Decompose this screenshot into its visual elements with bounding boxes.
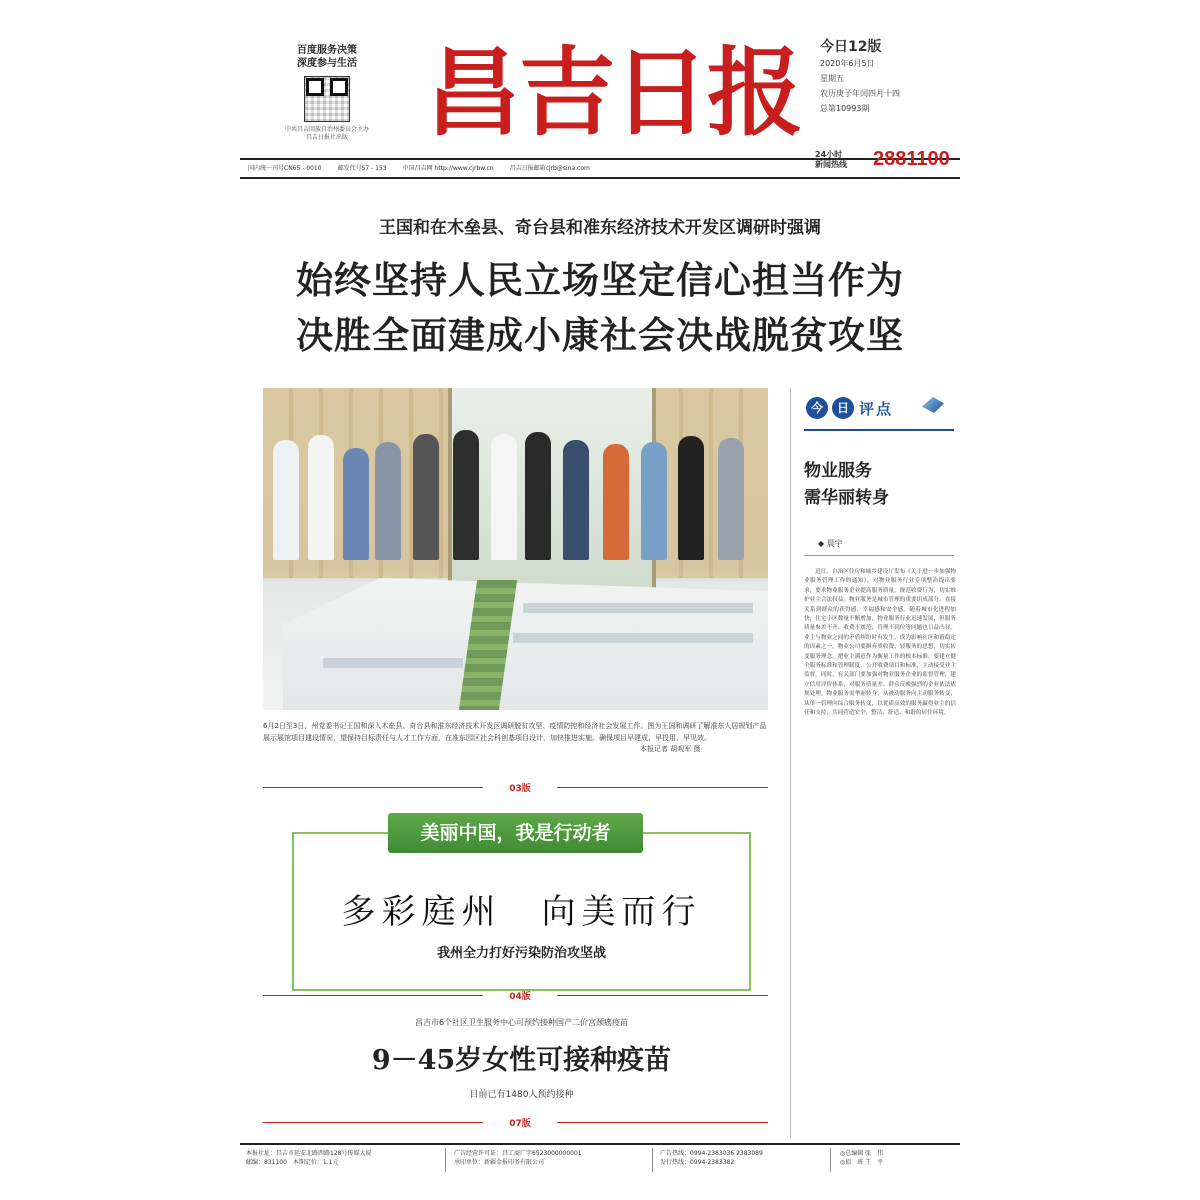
footer-text: 广告热线：0994-2383036 2383089: [660, 1150, 763, 1157]
photo-caption: 6月2日至3日，州党委书记王国和深入木垒县、奇台县和准东经济技术开发区调研脱贫攻坚、疫情防控和经济社会发展工作。图为王国和调研了解准东人居规划产品展示展馆项目建设情况，望保持目标责任与人才工作方面，在准东园区社会科创基项目设计，加快推进实施。确保项目早建成、早投用、早见效。: [263, 722, 767, 742]
photo-person: [641, 442, 667, 560]
issue-number: 总第10993期: [820, 104, 870, 113]
photo-person: [453, 430, 479, 560]
footer-text: 广告经营许可证：昌工商广字6523000000001: [454, 1150, 582, 1157]
footer-cell-license: [454, 1149, 582, 1167]
commentary-author-rule: [804, 555, 954, 556]
page-count: 今日12版: [820, 39, 882, 55]
commentary-header-circle: 日: [832, 397, 854, 419]
photo-person: [603, 444, 629, 560]
photo-person: [413, 434, 439, 560]
footer-text: 邮编：831100 本期定价：1.1元: [246, 1159, 339, 1166]
photo-model-roof: [323, 658, 463, 668]
news-hotline: [815, 148, 960, 176]
commentary-header-word: 评点: [859, 400, 894, 418]
meta-item: 昌吉日报邮箱cjrb@sina.com: [509, 165, 590, 172]
issue-date: 2020年6月5日: [820, 59, 875, 68]
qr-code-icon: [304, 76, 350, 122]
photo-person: [678, 436, 704, 560]
footer-text: ◎总编辑 张 伟: [840, 1150, 884, 1157]
footer-text: 本报社址：昌吉市延安北路西路128号传媒大厦: [246, 1150, 372, 1157]
lead-headline-line-1: 始终坚持人民立场坚定信心担当作为: [296, 258, 904, 302]
feature-title: 多彩庭州 向美而行: [341, 892, 702, 932]
edition-tag-07[interactable]: 07版: [509, 1119, 531, 1129]
hotline-label-line-2: 新闻热线: [815, 160, 847, 169]
vaccine-title: 9－45岁女性可接种疫苗: [371, 1045, 672, 1076]
photo-credit: 本报记者 胡观军 摄: [640, 745, 701, 753]
book-icon: [922, 397, 944, 413]
footer-cell-editors: [840, 1149, 883, 1167]
feature-banner: 美丽中国，我是行动者: [388, 813, 643, 853]
column-divider: [790, 388, 791, 1138]
hotline-label-line-1: 24小时: [815, 150, 843, 159]
qr-caption-line-2: 昌吉日报社出版: [305, 134, 348, 141]
masthead-rule-bottom: [240, 177, 960, 179]
photo-person: [525, 432, 551, 560]
hotline-label: [815, 150, 847, 170]
commentary-title-line-1: 物业服务: [804, 461, 872, 481]
footer-text: 发行热线：0994-2383382: [660, 1159, 735, 1166]
photo-person: [343, 448, 369, 560]
commentary-author: ◆ 晨宇: [818, 539, 843, 548]
vaccine-subtitle: 目前已有1480人预约接种: [469, 1090, 574, 1100]
photo-model-roof: [523, 603, 753, 613]
meta-item: 国内统一刊号CN65 - 0010: [248, 165, 322, 172]
footer-bar: [240, 1143, 960, 1175]
edition-rule: [263, 995, 483, 996]
edition-rule: [557, 1122, 768, 1123]
qr-caption-line-1: 中共昌吉回族自治州委员会主办: [284, 126, 369, 133]
qr-block: [262, 44, 392, 142]
footer-cell-hotlines: [660, 1149, 763, 1167]
masthead-meta-bar: [248, 163, 788, 172]
vaccine-kicker: 昌吉市6个社区卫生服务中心可预约接种国产二价宫颈癌疫苗: [414, 1018, 629, 1027]
feature-subtitle: 我州全力打好污染防治攻坚战: [436, 946, 606, 961]
footer-divider: [830, 1148, 831, 1172]
edition-rule: [557, 995, 768, 996]
masthead-title: 昌吉日报: [425, 36, 801, 149]
edition-rule: [263, 1122, 483, 1123]
footer-divider: [652, 1148, 653, 1172]
commentary-title: [804, 458, 954, 512]
qr-slogan-line-2: 深度参与生活: [297, 58, 357, 69]
issue-lunar-date: 农历庚子年闰四月十四: [820, 89, 900, 98]
issue-weekday: 星期五: [820, 74, 844, 83]
commentary-body: 近日，自治区住房和城乡建设厅发布《关于进一步加强物业服务管理工作的通知》，对物业服务行业专项整治提出要求，要求物业服务企业提高服务质量，规范收费行为，切实维护业主合法权益。物业服务是城市管理的重要组成部分，直接关系到群众的获得感、幸福感和安全感。随着城市化进程加快，住宅小区数量不断增加，物业服务行业迅速发展，但服务质量参差不齐、收费不规范、管理不到位等问题也日益凸显。业主与物业之间的矛盾纠纷时有发生，成为影响社区和谐稳定的因素之一。物业公司要摒弃重收费、轻服务的思想，切实转变服务理念，把业主满意作为衡量工作的根本标准。要建立健全服务标准和管理制度，公开收费项目和标准，主动接受业主监督。同时，有关部门要加强对物业服务企业的监督管理，建立信用评价体系，对服务质量差、群众反映强烈的企业依法依规处理。物业服务需华丽转身，从被动服务向主动服务转变，从单一管理向综合服务转变，以优质高效的服务赢得业主的信任和支持，共同营造安全、整洁、舒适、和谐的居住环境。: [804, 569, 956, 717]
footer-cell-address: [246, 1149, 371, 1167]
photo-model-roof: [513, 633, 753, 643]
commentary-title-line-2: 需华丽转身: [804, 488, 889, 508]
edition-rule: [557, 787, 768, 788]
footer-divider: [445, 1148, 446, 1172]
edition-tag-03[interactable]: 03版: [509, 784, 531, 794]
photo-person: [491, 434, 517, 560]
edition-tag-04[interactable]: 04版: [509, 992, 531, 1002]
footer-text: ◎值 班 王 平: [840, 1159, 884, 1166]
meta-item: 中国昌吉网 http://www.cjrbw.cn: [402, 165, 494, 172]
photo-sand-table-model: [283, 578, 768, 710]
photo-person: [273, 440, 299, 560]
issue-info: [820, 40, 960, 116]
photo-person: [563, 440, 589, 560]
lead-headline-line-2: 决胜全面建成小康社会决战脱贫攻坚: [296, 313, 904, 357]
meta-item: 邮发代号57 - 153: [337, 165, 387, 172]
lead-kicker: 王国和在木垒县、奇台县和准东经济技术开发区调研时强调: [379, 218, 821, 238]
lead-photo: [263, 388, 768, 710]
qr-slogan-line-1: 百度服务决策: [297, 45, 357, 56]
edition-rule: [263, 787, 483, 788]
photo-person: [308, 435, 334, 560]
commentary-header: [804, 395, 954, 431]
hotline-number: 2881100: [873, 148, 950, 170]
footer-text: 承印单位：新疆金报印务有限公司: [454, 1159, 545, 1166]
commentary-header-circle: 今: [806, 397, 828, 419]
photo-person: [375, 442, 401, 560]
photo-person: [718, 438, 744, 560]
